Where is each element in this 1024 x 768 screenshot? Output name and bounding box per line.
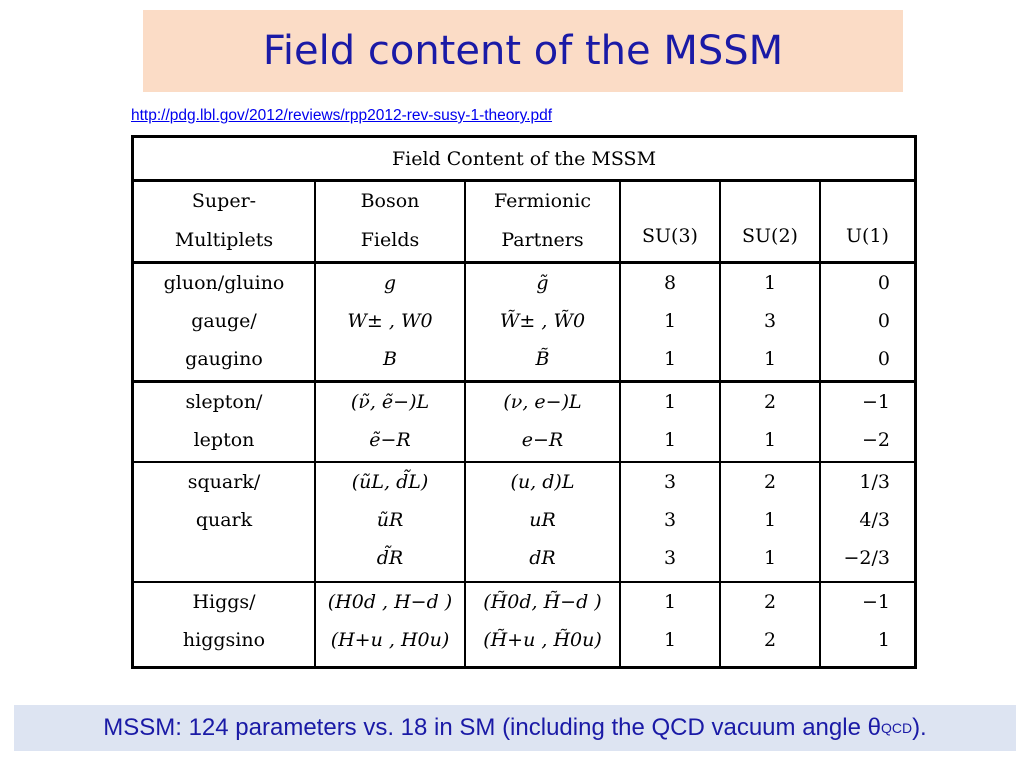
cell-line: gluon/gluino [163,271,285,294]
cell-line: B̃ [535,347,550,370]
cell-line: uR [529,508,556,531]
cell-line: 0 [877,309,890,332]
cell-line: higgsino [182,629,266,652]
cell-su2 [720,262,820,381]
cell-boson [315,462,465,582]
cell-line: 4/3 [859,508,890,531]
cell-boson [315,382,465,462]
cell-line: 2 [763,591,777,614]
cell-fermion [465,462,620,582]
source-link[interactable]: http://pdg.lbl.gov/2012/reviews/rpp2012-rev-susy-1-theory.pdf [131,107,553,124]
cell-line: 1 [763,546,777,569]
cell-su2 [720,462,820,582]
cell-line: (ũL, d̃L) [351,470,429,493]
cell-line: e−R [521,429,564,452]
cell-line: (ν, e−)L [503,391,582,414]
cell-line: 3 [763,309,777,332]
cell-line: (H̃0d, H̃−d ) [483,591,602,614]
cell-line: dR [529,546,556,569]
table-header-row [134,182,914,262]
header-supermultiplets: Super- Multiplets [134,182,315,262]
header-su3: SU(3) [620,182,720,262]
cell-line: g̃ [536,271,549,294]
slide-title: Field content of the MSSM [262,28,784,74]
cell-line: 8 [663,271,677,294]
cell-u1 [820,582,914,666]
cell-line: ũR [376,508,404,531]
cell-line: 2 [763,391,777,414]
cell-supermultiplet [134,582,315,666]
header-su2: SU(2) [720,182,820,262]
cell-line: 1 [663,629,677,652]
cell-line: gauge/ [191,309,257,332]
table-row-lepton [134,382,914,462]
cell-supermultiplet [134,462,315,582]
cell-line [134,539,314,577]
cell-line: g [383,271,397,294]
table-row-higgs [134,582,914,666]
cell-line: (H0d , H−d ) [327,591,453,614]
cell-line: lepton [193,429,255,452]
cell-line: (H+u , H0u) [330,629,450,652]
cell-line: 2 [763,629,777,652]
cell-line: 3 [663,470,677,493]
cell-boson [315,262,465,381]
table-body [134,182,914,666]
cell-supermultiplet [134,382,315,462]
cell-fermion [465,582,620,666]
cell-line: (u, d)L [510,470,575,493]
cell-line: 1 [663,309,677,332]
cell-line: 1 [663,347,677,370]
header-u1: U(1) [820,182,914,262]
cell-line: quark [195,508,253,531]
footer-subscript: QCD [880,720,913,736]
footer-text: MSSM: 124 parameters vs. 18 in SM (including the QCD vacuum angle θ [103,714,881,741]
cell-su3 [620,462,720,582]
header-fermionic-partners: Fermionic Partners [465,182,620,262]
cell-su3 [620,382,720,462]
cell-line: 2 [763,470,777,493]
cell-line: 1 [877,629,890,652]
cell-line: Higgs/ [192,591,256,614]
cell-line: 0 [877,347,890,370]
cell-line: 1 [763,347,777,370]
cell-line: 3 [663,508,677,531]
cell-line: −1 [861,591,890,614]
cell-su3 [620,582,720,666]
cell-line: −1 [861,391,890,414]
cell-su2 [720,382,820,462]
table-row-quark [134,462,914,582]
cell-line: gaugino [185,347,263,370]
cell-fermion [465,382,620,462]
cell-line: d̃R [376,546,404,569]
cell-line: 1 [763,508,777,531]
cell-line: B [383,347,397,370]
cell-boson [315,582,465,666]
cell-line: squark/ [187,470,261,493]
cell-su2 [720,582,820,666]
cell-line: W̃± , W̃0 [499,309,586,332]
cell-line: 0 [877,271,890,294]
cell-line: −2 [861,429,890,452]
cell-line: 1 [763,271,777,294]
cell-line: −2/3 [843,546,890,569]
header-boson-fields: Boson Fields [315,182,465,262]
cell-line: 1 [663,429,677,452]
cell-line: 1 [663,391,677,414]
cell-line: 1/3 [859,470,890,493]
cell-line: W± , W0 [347,309,433,332]
cell-su3 [620,262,720,381]
cell-u1 [820,262,914,381]
cell-fermion [465,262,620,381]
cell-u1 [820,382,914,462]
cell-line: (H̃+u , H̃0u) [483,629,602,652]
cell-line: 1 [663,591,677,614]
footer-end: ). [912,714,927,741]
cell-line: slepton/ [185,391,263,414]
field-content-table [131,135,917,669]
cell-line: 3 [663,546,677,569]
table-row-gauge [134,262,914,381]
table-caption: Field Content of the MSSM [134,138,914,182]
cell-line: (ν̃, ẽ−)L [350,391,430,414]
footer-note [14,705,1016,751]
cell-line: 1 [763,429,777,452]
title-banner [143,10,903,92]
cell-line: ẽ−R [369,429,411,452]
cell-supermultiplet [134,262,315,381]
cell-u1 [820,462,914,582]
